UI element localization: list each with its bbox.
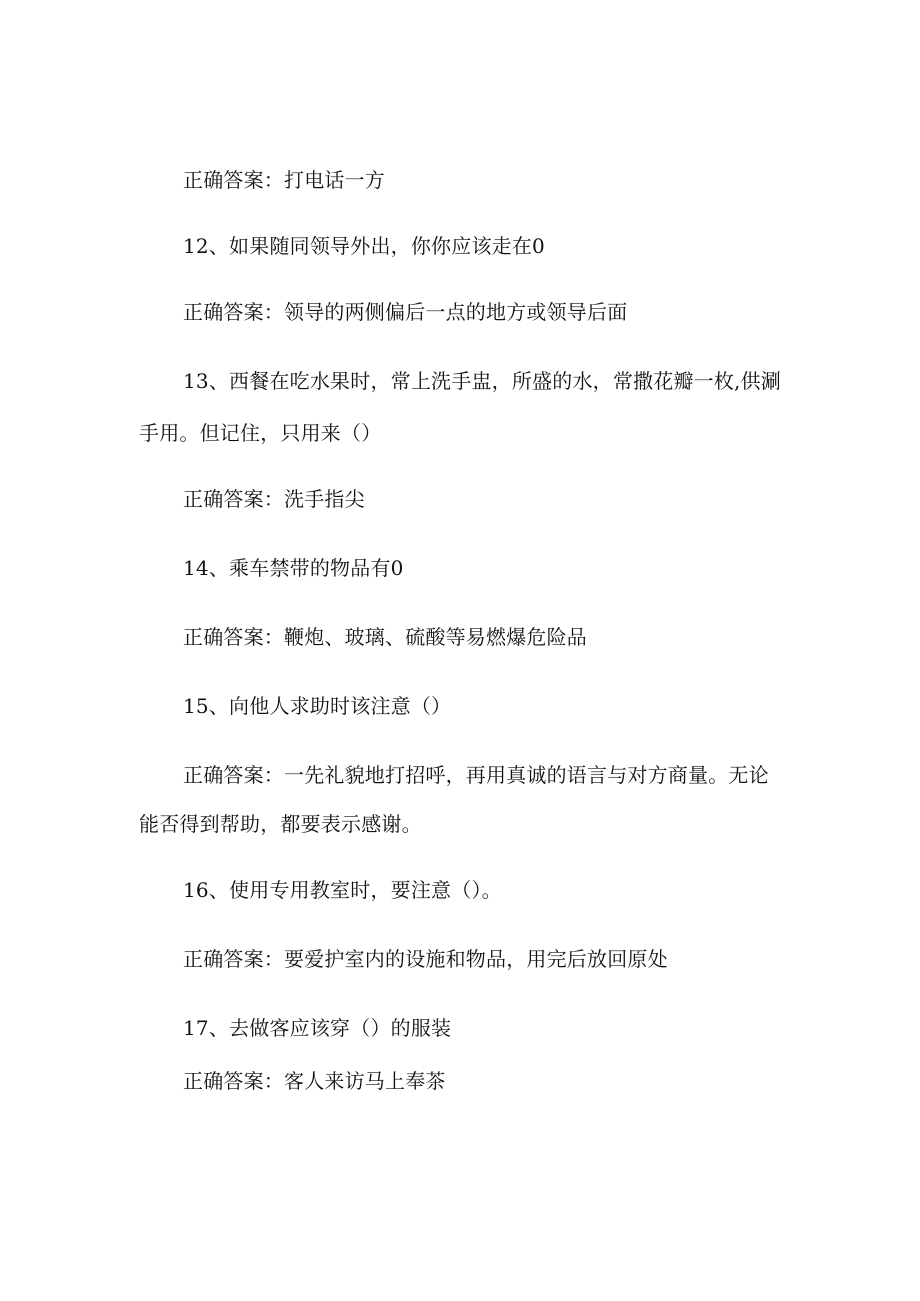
question-text: 16、使用专用教室时，要注意（）。 (183, 878, 502, 902)
question-text: 14、乘车禁带的物品有0 (183, 556, 404, 580)
question-text: 12、如果随同领导外出，你你应该走在0 (183, 234, 545, 258)
question-text: 17、去做客应该穿（）的服装 (183, 1016, 452, 1040)
question-text-line-2: 手用。但记住，只用来（） (139, 421, 382, 445)
answer-text-line-2: 能否得到帮助，都要表示感谢。 (139, 812, 422, 836)
question-text: 15、向他人求助时该注意（） (183, 694, 452, 718)
answer-text: 正确答案：领导的两侧偏后一点的地方或领导后面 (183, 300, 628, 324)
answer-text: 正确答案：鞭炮、玻璃、硫酸等易燃爆危险品 (183, 625, 587, 649)
question-text-line-1: 13、西餐在吃水果时，常上洗手盅，所盛的水，常撒花瓣一枚,供涮 (183, 369, 782, 393)
answer-text: 正确答案：要爱护室内的设施和物品，用完后放回原处 (183, 947, 668, 971)
answer-text-line-1: 正确答案：一先礼貌地打招呼，再用真诚的语言与对方商量。无论 (183, 763, 769, 787)
answer-text: 正确答案：打电话一方 (183, 168, 385, 192)
answer-text: 正确答案：客人来访马上奉茶 (183, 1069, 446, 1093)
answer-text: 正确答案：洗手指尖 (183, 487, 365, 511)
